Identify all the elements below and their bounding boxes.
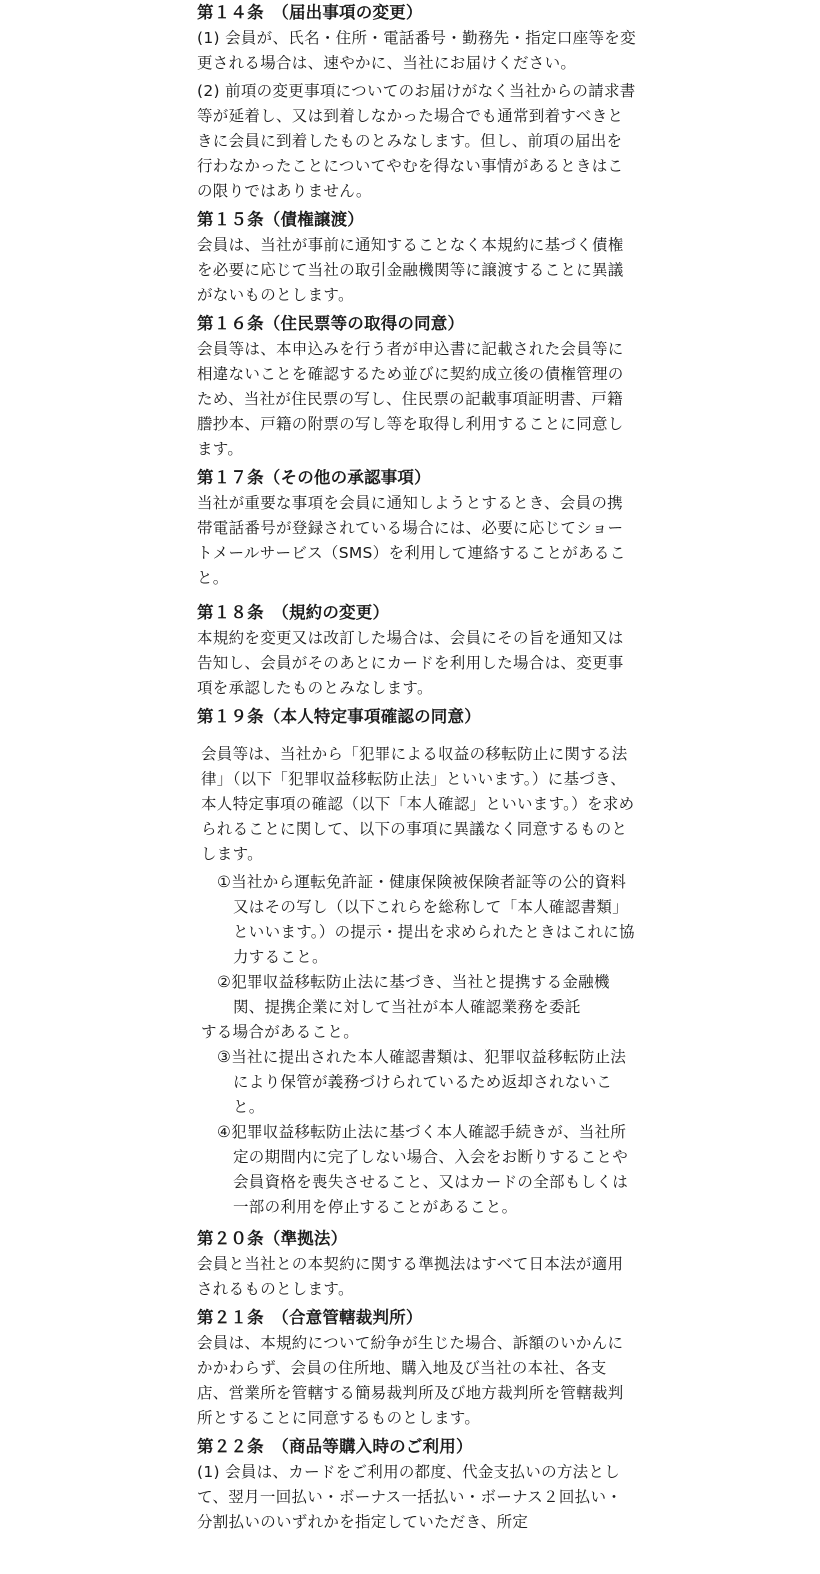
spacer <box>197 730 637 742</box>
article-heading: 第１７条（その他の承認事項） <box>197 468 431 487</box>
article-21 <box>197 1305 637 1431</box>
list-item: ②犯罪収益移転防止法に基づき、当社と提携する金融機関、提携企業に対して当社が本人確認業務を委託 <box>217 973 610 1016</box>
article-heading: 第１４条 （届出事項の変更） <box>197 3 423 22</box>
article-15 <box>197 207 637 308</box>
article-heading: 第２０条（準拠法） <box>197 1229 348 1248</box>
list-item-continuation: する場合があること。 <box>201 1023 360 1041</box>
article-18 <box>197 600 637 701</box>
article-14 <box>197 0 637 204</box>
article-19 <box>197 704 637 1220</box>
article-22 <box>197 1434 637 1535</box>
article-17 <box>197 465 637 591</box>
article-paragraph: 会員と当社との本契約に関する準拠法はすべて日本法が適用されるものとします。 <box>197 1255 624 1298</box>
article-paragraph: 会員等は、本申込みを行う者が申込書に記載された会員等に相違ないことを確認するため並びに契約成立後の債権管理のため、当社が住民票の写し、住民票の記載事項証明書、戸籍謄抄本、戸籍の附票の写し等を取得し利用することに同意します。 <box>197 340 624 458</box>
list-item: ①当社から運転免許証・健康保険被保険者証等の公的資料又はその写し（以下これらを総称して「本人確認書類」といいます。）の提示・提出を求められたときはこれに協力すること。 <box>217 873 635 966</box>
article-paragraph: 会員は、本規約について紛争が生じた場合、訴額のいかんにかかわらず、会員の住所地、購入地及び当社の本社、各支店、営業所を管轄する簡易裁判所及び地方裁判所を管轄裁判所とすることに同意するものとします。 <box>197 1334 624 1427</box>
list-item: ③当社に提出された本人確認書類は、犯罪収益移転防止法により保管が義務づけられているため返却されないこと。 <box>217 1048 627 1116</box>
article-heading: 第１９条（本人特定事項確認の同意） <box>197 707 481 726</box>
list-item: ④犯罪収益移転防止法に基づく本人確認手続きが、当社所定の期間内に完了しない場合、入会をお断りすることや会員資格を喪失させること、又はカードの全部もしくは一部の利用を停止することがあること。 <box>217 1123 629 1216</box>
article-heading: 第１８条 （規約の変更） <box>197 603 390 622</box>
article-paragraph: 当社が重要な事項を会員に通知しようとするとき、会員の携帯電話番号が登録されている場合には、必要に応じてショートメールサービス（SMS）を利用して連絡することがあること。 <box>197 494 626 587</box>
terms-document <box>197 0 637 1538</box>
article-20 <box>197 1226 637 1302</box>
article-16 <box>197 311 637 462</box>
article-paragraph: (1) 会員は、カードをご利用の都度、代金支払いの方法として、翌月一回払い・ボーナス一括払い・ボーナス２回払い・分割払いのいずれかを指定していただき、所定 <box>197 1463 623 1531</box>
article-heading: 第１５条（債権譲渡） <box>197 210 364 229</box>
article-paragraph: 会員は、当社が事前に通知することなく本規約に基づく債権を必要に応じて当社の取引金融機関等に譲渡することに異議がないものとします。 <box>197 236 624 304</box>
article-heading: 第２１条 （合意管轄裁判所） <box>197 1308 423 1327</box>
article-paragraph: 本規約を変更又は改訂した場合は、会員にその旨を通知又は告知し、会員がそのあとにカードを利用した場合は、変更事項を承認したものとみなします。 <box>197 629 624 697</box>
article-paragraph: 会員等は、当社から「犯罪による収益の移転防止に関する法律」（以下「犯罪収益移転防止法」といいます。）に基づき、本人特定事項の確認（以下「本人確認」といいます。）を求められることに関して、以下の事項に異議なく同意するものとします。 <box>201 745 635 863</box>
article-paragraph: (1) 会員が、氏名・住所・電話番号・勤務先・指定口座等を変更される場合は、速やかに、当社にお届けください。 <box>197 29 636 72</box>
article-heading: 第１６条（住民票等の取得の同意） <box>197 314 465 333</box>
article-heading: 第２２条 （商品等購入時のご利用） <box>197 1437 473 1456</box>
article-paragraph: (2) 前項の変更事項についてのお届けがなく当社からの請求書等が延着し、又は到着しなかった場合でも通常到着すべきときに会員に到着したものとみなします。但し、前項の届出を行わなかったことについてやむを得ない事情があるときはこの限りではありません。 <box>197 82 636 200</box>
